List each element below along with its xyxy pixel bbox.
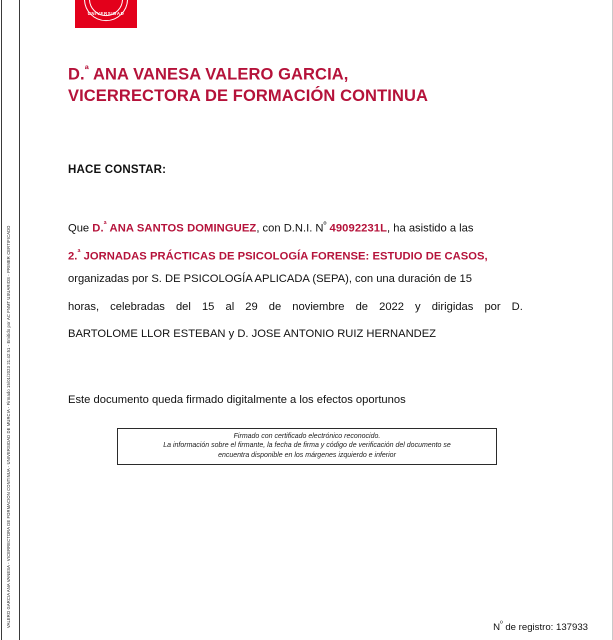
certificate-body	[68, 211, 550, 349]
body-line-4-word: horas,	[68, 300, 100, 313]
page-border-inner-rule	[19, 0, 20, 640]
registry-label: de registro:	[502, 622, 556, 634]
page-title	[68, 60, 568, 107]
university-seal-icon	[84, 0, 128, 21]
body-line-4	[68, 294, 523, 322]
body-line-4-word: D.	[511, 300, 523, 313]
registry-label-ordinal: º	[500, 621, 503, 628]
registry-number	[493, 621, 588, 633]
certificate-notice-line-2: La información sobre el firmante, la fecha de firma y código de verificación del documento se	[163, 442, 451, 450]
body-line-4-word: de	[355, 300, 369, 313]
body-line-4-word: del	[175, 300, 191, 313]
margin-signature-stamp	[4, 0, 18, 640]
certificate-notice-line-1: Firmado con certificado electrónico reconocido.	[233, 433, 381, 440]
body-line-4-word: noviembre	[292, 300, 345, 313]
body-line-4-word: de	[268, 300, 282, 313]
body-line-4-word: por	[484, 300, 501, 313]
course-ordinal-number: 2.	[68, 250, 78, 263]
body-line-2	[68, 239, 550, 267]
page-title-line-2: VICERRECTORA DE FORMACIÓN CONTINUA	[68, 86, 428, 105]
body-line-1-lead: Que	[68, 222, 93, 235]
university-seal-label: UNIVERSIDAD	[87, 11, 125, 17]
page-title-prefix: D.	[68, 65, 85, 84]
body-line-4-word: 2022	[379, 300, 404, 313]
body-line-4-word: 29	[245, 300, 258, 313]
course-title: JORNADAS PRÁCTICAS DE PSICOLOGÍA FORENSE: ESTUDIO DE CASOS,	[80, 250, 488, 263]
body-line-4-word: 15	[201, 300, 215, 313]
body-line-3: organizadas por S. DE PSICOLOGÍA APLICADA (SEPA), con una duración de 15	[68, 273, 472, 285]
body-line-1-dni-label: , con D.N.I. N	[256, 222, 324, 235]
page-title-name: ANA VANESA VALERO GARCIA,	[88, 65, 349, 84]
margin-signature-text: VALERO GARCIA ANA VANESA - VICERRECTORA DE FORMACION CONTINUA - UNIVERSIDAD DE MURCIA - Firmado 15/01/2023 21:42:51 - Emitido por AC FNMT USUARIOS - PRIMER CERTIFICADO	[6, 225, 11, 628]
student-name: ANA SANTOS DOMINGUEZ	[106, 222, 257, 235]
closing-statement: Este documento queda firmado digitalmente a los efectos oportunos	[68, 394, 406, 406]
page-title-ordinal: ª	[84, 64, 89, 76]
certificate-notice-line-3: encuentra disponible en los márgenes izquierdo e inferior	[218, 451, 396, 459]
body-line-1-tail: , ha asistido a las	[387, 222, 474, 235]
body-line-4-word: al	[225, 300, 235, 313]
body-line-1	[68, 211, 550, 239]
university-logo-banner	[75, 0, 137, 28]
student-name-ordinal: ª	[103, 220, 107, 229]
registry-value: 137933	[555, 622, 588, 634]
body-line-4-word: celebradas	[110, 300, 165, 313]
page-title-line-1	[68, 60, 568, 86]
course-ordinal-sup: ª	[77, 247, 81, 257]
body-line-5: BARTOLOME LLOR ESTEBAN y D. JOSE ANTONIO RUIZ HERNANDEZ	[68, 328, 437, 340]
student-dni: 49092231L	[329, 222, 388, 235]
registry-label-prefix: N	[493, 622, 501, 634]
page-border-outer-rule	[1, 0, 2, 640]
dni-ordinal: º	[323, 220, 327, 229]
body-line-4-word: dirigidas	[431, 300, 474, 313]
statement-label: HACE CONSTAR:	[68, 164, 167, 176]
electronic-certificate-notice	[117, 428, 497, 465]
body-line-4-word: y	[415, 300, 421, 313]
student-name-prefix: D.	[92, 222, 104, 235]
